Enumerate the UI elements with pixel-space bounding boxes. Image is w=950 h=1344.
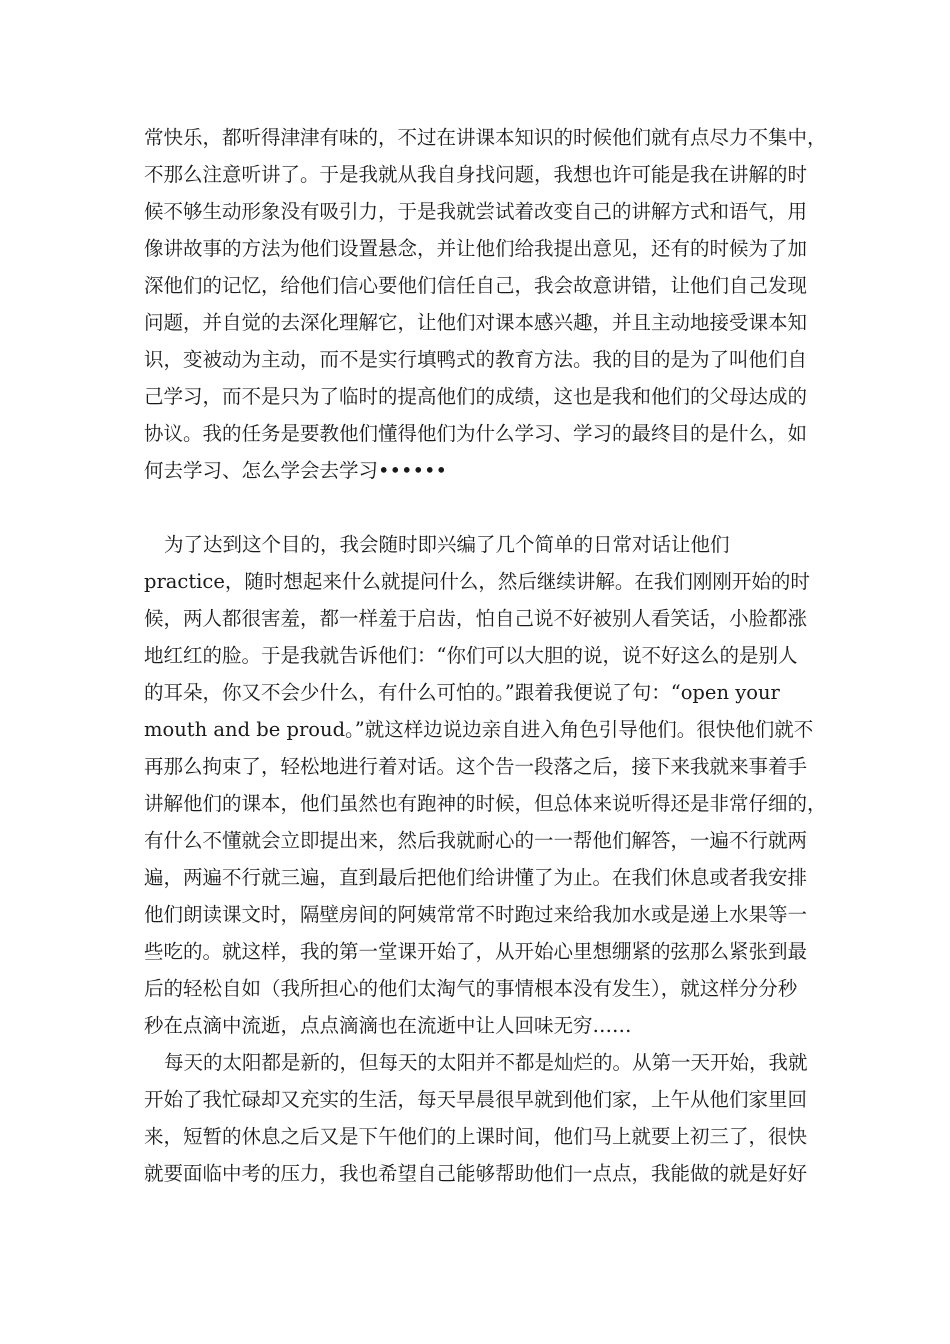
paragraph-line: practice，随时想起来什么就提问什么，然后继续讲解。在我们刚刚开始的时 [144,570,810,593]
paragraph-line: 己学习，而不是只为了临时的提高他们的成绩，这也是我和他们的父母达成的 [144,385,808,408]
paragraph-line: 深他们的记忆，给他们信心要他们信任自己，我会故意讲错，让他们自己发现 [144,274,808,297]
paragraph-line: 像讲故事的方法为他们设置悬念，并让他们给我提出意见，还有的时候为了加 [144,237,808,260]
paragraph-line: 何去学习、怎么学会去学习•••••• [144,459,448,482]
paragraph-line: 再那么拘束了，轻松地进行着对话。这个告一段落之后，接下来我就来事着手 [144,755,808,778]
paragraph-line: 候，两人都很害羞，都一样羞于启齿，怕自己说不好被别人看笑话，小脸都涨 [144,607,808,630]
paragraph-line: 就要面临中考的压力，我也希望自己能够帮助他们一点点，我能做的就是好好 [144,1162,808,1185]
paragraph-line: mouth and be proud。”就这样边说边亲自进入角色引导他们。很快他们就不 [144,718,814,741]
paragraph-line: 讲解他们的课本，他们虽然也有跑神的时候，但总体来说听得还是非常仔细的， [144,792,827,815]
paragraph-line: 开始了我忙碌却又充实的生活，每天早晨很早就到他们家，上午从他们家里回 [144,1088,808,1111]
paragraph-line: 识，变被动为主动，而不是实行填鸭式的教育方法。我的目的是为了叫他们自 [144,348,808,371]
paragraph-line: 候不够生动形象没有吸引力，于是我就尝试着改变自己的讲解方式和语气，用 [144,200,808,223]
paragraph-line: 秒在点滴中流逝，点点滴滴也在流逝中让人回味无穷…… [144,1014,632,1037]
paragraph-line: 的耳朵，你又不会少什么，有什么可怕的。”跟着我便说了句：“open your [144,681,780,704]
paragraph-line: 常快乐，都听得津津有味的，不过在讲课本知识的时候他们就有点尽力不集中， [144,126,827,149]
paragraph-line: 有什么不懂就会立即提出来，然后我就耐心的一一帮他们解答，一遍不行就两 [144,829,808,852]
paragraph-line: 为了达到这个目的，我会随时即兴编了几个简单的日常对话让他们 [164,533,730,556]
paragraph-line: 每天的太阳都是新的，但每天的太阳并不都是灿烂的。从第一天开始，我就 [164,1051,808,1074]
paragraph-line: 地红红的脸。于是我就告诉他们：“你们可以大胆的说，说不好这么的是别人 [144,644,798,667]
paragraph-line: 协议。我的任务是要教他们懂得他们为什么学习、学习的最终目的是什么，如 [144,422,808,445]
paragraph-line: 遍，两遍不行就三遍，直到最后把他们给讲懂了为止。在我们休息或者我安排 [144,866,808,889]
paragraph-line: 后的轻松自如（我所担心的他们太淘气的事情根本没有发生），就这样分分秒 [144,977,798,1000]
paragraph-line: 不那么注意听讲了。于是我就从我自身找问题，我想也许可能是我在讲解的时 [144,163,808,186]
paragraph-line: 他们朗读课文时，隔壁房间的阿姨常常不时跑过来给我加水或是递上水果等一 [144,903,808,926]
paragraph-line: 来，短暂的休息之后又是下午他们的上课时间，他们马上就要上初三了，很快 [144,1125,808,1148]
paragraph-line: 问题，并自觉的去深化理解它，让他们对课本感兴趣，并且主动地接受课本知 [144,311,808,334]
paragraph-line: 些吃的。就这样，我的第一堂课开始了，从开始心里想绷紧的弦那么紧张到最 [144,940,808,963]
